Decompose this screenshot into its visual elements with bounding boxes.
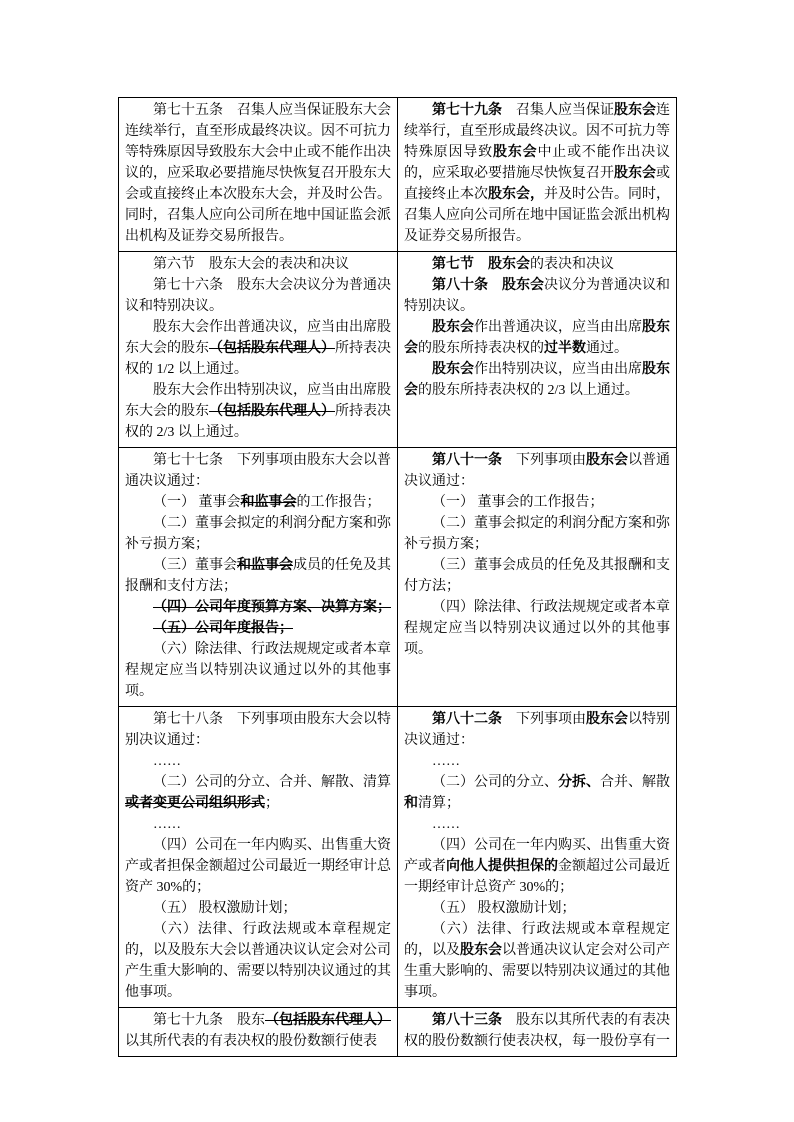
text-run: 作出特别决议，应当由出席 [474, 362, 642, 377]
paragraph [404, 555, 670, 597]
deleted-text-run: （包括股东代理人） [209, 404, 335, 419]
comparison-table [118, 97, 677, 1057]
inserted-text-run: 股东会 [492, 145, 538, 160]
inserted-text-run: 第八十一条 [432, 453, 502, 468]
paragraph [125, 100, 391, 247]
text-run: 第六节 股东大会的表决和决议 [153, 257, 349, 272]
table-row [119, 252, 677, 448]
paragraph [125, 751, 391, 772]
text-run: 作出普通决议，应当由出席 [474, 320, 642, 335]
deleted-text-run: 或者变更公司组织形式 [125, 796, 265, 811]
text-run: （二）公司的分立、合并、解散、清算 [153, 775, 391, 790]
text-run: …… [153, 754, 181, 769]
text-run: （四）公司在一年内购买、出售重大资产或者 [404, 838, 670, 874]
paragraph [404, 450, 670, 492]
text-run [488, 278, 502, 293]
paragraph [404, 317, 670, 359]
paragraph [404, 814, 670, 835]
text-run: （三）董事会 [153, 558, 237, 573]
text-run: 的股东所持表决权的 [418, 341, 544, 356]
inserted-text-run: 第七十九条 [432, 103, 502, 118]
text-run: （六）法律、行政法规或本章程规定的，以及 [404, 922, 670, 958]
text-run: 召集人应当保证 [502, 103, 614, 118]
paragraph [404, 709, 670, 751]
inserted-text-run: 股东会 [404, 362, 670, 398]
paragraph [404, 1010, 670, 1052]
paragraph [125, 450, 391, 492]
deleted-text-run: 和监事会 [237, 558, 293, 573]
paragraph [125, 254, 391, 275]
text-run: 股东大会作出普通决议，应当由出席股东大会的股东 [125, 320, 391, 356]
paragraph [125, 513, 391, 555]
text-run: （六）除法律、行政法规规定或者本章程规定应当以特别决议通过以外的其他事项。 [125, 642, 391, 699]
inserted-text-run: 股东会 [404, 320, 670, 356]
paragraph [125, 492, 391, 513]
paragraph [404, 100, 670, 247]
paragraph [125, 898, 391, 919]
text-run: （一） 董事会 [153, 495, 241, 510]
paragraph [404, 275, 670, 317]
cell-original-text [119, 448, 398, 707]
text-run: 第七十六条 股东大会决议分为普通决议和特别决议。 [125, 278, 391, 314]
text-run: 下列事项由 [502, 453, 586, 468]
text-run: 决议分为普通决议和特别决议。 [404, 278, 670, 314]
deleted-text-run: （包括股东代理人） [265, 1013, 391, 1028]
paragraph [125, 1010, 391, 1052]
text-run: 以普通决议通过： [404, 453, 670, 489]
paragraph [404, 898, 670, 919]
text-run: （四）除法律、行政法规规定或者本章程规定应当以特别决议通过以外的其他事项。 [404, 600, 670, 657]
text-run: 第七十八条 下列事项由股东大会以特别决议通过： [125, 712, 391, 748]
text-run: 所持表决权的 1/2 以上通过。 [125, 341, 391, 377]
deleted-text-run: （四）公司年度预算方案、决算方案； [153, 600, 391, 615]
inserted-text-run: 和 [404, 796, 418, 811]
text-run: 成员的任免及其报酬和支付方法； [125, 558, 391, 594]
inserted-text-run: 股东会 [502, 278, 544, 293]
inserted-text-run: 第八十二条 [432, 712, 502, 727]
text-run: 第七十七条 下列事项由股东大会以普通决议通过： [125, 453, 391, 489]
text-run: 第七十九条 股东 [153, 1013, 265, 1028]
inserted-text-run: 股东会 [614, 103, 656, 118]
text-run: 以特别决议通过： [404, 712, 670, 748]
text-run: 股东以其所代表的有表决权的股份数额行使表决权，每一股份享有一 [404, 1013, 670, 1049]
paragraph [125, 772, 391, 814]
deleted-text-run: 和监事会 [240, 495, 297, 510]
text-run: 下列事项由 [502, 712, 586, 727]
text-run: 中止或不能作出决议的，应采取必要措施尽快恢复召开 [404, 145, 671, 181]
text-run: 所持表决权的 2/3 以上通过。 [125, 404, 391, 440]
table-row [119, 1008, 677, 1057]
inserted-text-run: 股东会 [460, 943, 502, 958]
table-row [119, 707, 677, 1008]
text-run: （二）董事会拟定的利润分配方案和弥补亏损方案； [404, 516, 670, 552]
inserted-text-run: 股东会 [614, 166, 656, 181]
paragraph [125, 275, 391, 317]
text-run: 通过。 [586, 341, 628, 356]
paragraph [404, 597, 670, 660]
text-run: （五） 股权激励计划； [432, 901, 576, 916]
text-run [474, 257, 488, 272]
text-run: …… [432, 754, 460, 769]
paragraph [125, 597, 391, 618]
text-run: …… [432, 817, 460, 832]
text-run: （一） 董事会的工作报告； [432, 495, 604, 510]
text-run: 的工作报告； [296, 495, 381, 510]
paragraph [125, 814, 391, 835]
text-run: 清算； [418, 796, 460, 811]
paragraph [404, 492, 670, 513]
text-run: 连续举行，直至形成最终决议。因不可抗力等特殊原因导致 [404, 103, 670, 160]
inserted-text-run: 股东会， [488, 187, 544, 202]
cell-original-text [119, 1008, 398, 1057]
paragraph [125, 835, 391, 898]
inserted-text-run: 过半数 [544, 341, 586, 356]
cell-revised-text [398, 98, 677, 252]
paragraph [125, 709, 391, 751]
inserted-text-run: 第八十三条 [432, 1013, 502, 1028]
paragraph [125, 555, 391, 597]
paragraph [404, 772, 670, 814]
deleted-text-run: （包括股东代理人） [209, 341, 335, 356]
comparison-table-body [119, 98, 677, 1057]
inserted-text-run: 分拆、 [558, 775, 600, 790]
paragraph [125, 639, 391, 702]
cell-revised-text [398, 252, 677, 448]
paragraph [125, 618, 391, 639]
paragraph [125, 919, 391, 1003]
inserted-text-run: 向他人提供担保的 [446, 859, 558, 874]
text-run: （五） 股权激励计划； [153, 901, 297, 916]
cell-original-text [119, 252, 398, 448]
text-run: （二）董事会拟定的利润分配方案和弥补亏损方案； [125, 516, 391, 552]
inserted-text-run: 股东会 [432, 362, 474, 377]
cell-original-text [119, 98, 398, 252]
text-run: …… [153, 817, 181, 832]
inserted-text-run: 第八十条 [432, 278, 488, 293]
text-run: 并及时公告。同时，召集人应向公司所在地中国证监会派出机构及证券交易所报告。 [404, 187, 670, 244]
text-run: 或直接终止本次 [404, 166, 670, 202]
table-row [119, 98, 677, 252]
text-run: （四）公司在一年内购买、出售重大资产或者担保金额超过公司最近一期经审计总资产 30%的； [125, 838, 391, 895]
text-run: （二）公司的分立、 [432, 775, 558, 790]
cell-revised-text [398, 707, 677, 1008]
text-run: 合并、解散 [600, 775, 670, 790]
text-run: 的股东所持表决权的 2/3 以上通过。 [418, 383, 639, 398]
inserted-text-run: 股东会 [586, 712, 628, 727]
paragraph [404, 919, 670, 1003]
text-run: 以普通决议认定会对公司产生重大影响的、需要以特别决议通过的其他事项。 [404, 943, 670, 1000]
text-run: 第七十五条 召集人应当保证股东大会连续举行，直至形成最终决议。因不可抗力等特殊原因导致股东大会中止或不能作出决议的，应采取必要措施尽快恢复召开股东大会或直接终止本次股东大会，并及时公告。同时，召集人应向公司所在地中国证监会派出机构及证券交易所报告。 [125, 103, 391, 244]
text-run: 金额超过公司最近一期经审计总资产 30%的； [404, 859, 670, 895]
paragraph [404, 835, 670, 898]
paragraph [404, 254, 670, 275]
inserted-text-run: 股东会 [586, 453, 628, 468]
text-run: 的表决和决议 [530, 257, 614, 272]
table-row [119, 448, 677, 707]
paragraph [125, 317, 391, 380]
cell-original-text [119, 707, 398, 1008]
paragraph [404, 513, 670, 555]
paragraph [404, 751, 670, 772]
text-run: （三）董事会成员的任免及其报酬和支付方法； [404, 558, 670, 594]
text-run: （六）法律、行政法规或本章程规定的，以及股东大会以普通决议认定会对公司产生重大影响的、需要以特别决议通过的其他事项。 [125, 922, 391, 1000]
text-run: ； [265, 796, 279, 811]
text-run: 以其所代表的有表决权的股份数额行使表 [125, 1034, 377, 1049]
text-run: 股东大会作出特别决议，应当由出席股东大会的股东 [125, 383, 391, 419]
inserted-text-run: 股东会 [432, 320, 474, 335]
inserted-text-run: 股东会 [488, 257, 530, 272]
cell-revised-text [398, 448, 677, 707]
deleted-text-run: （五）公司年度报告； [153, 621, 293, 636]
paragraph [404, 359, 670, 401]
paragraph [125, 380, 391, 443]
inserted-text-run: 第七节 [432, 257, 474, 272]
cell-revised-text [398, 1008, 677, 1057]
